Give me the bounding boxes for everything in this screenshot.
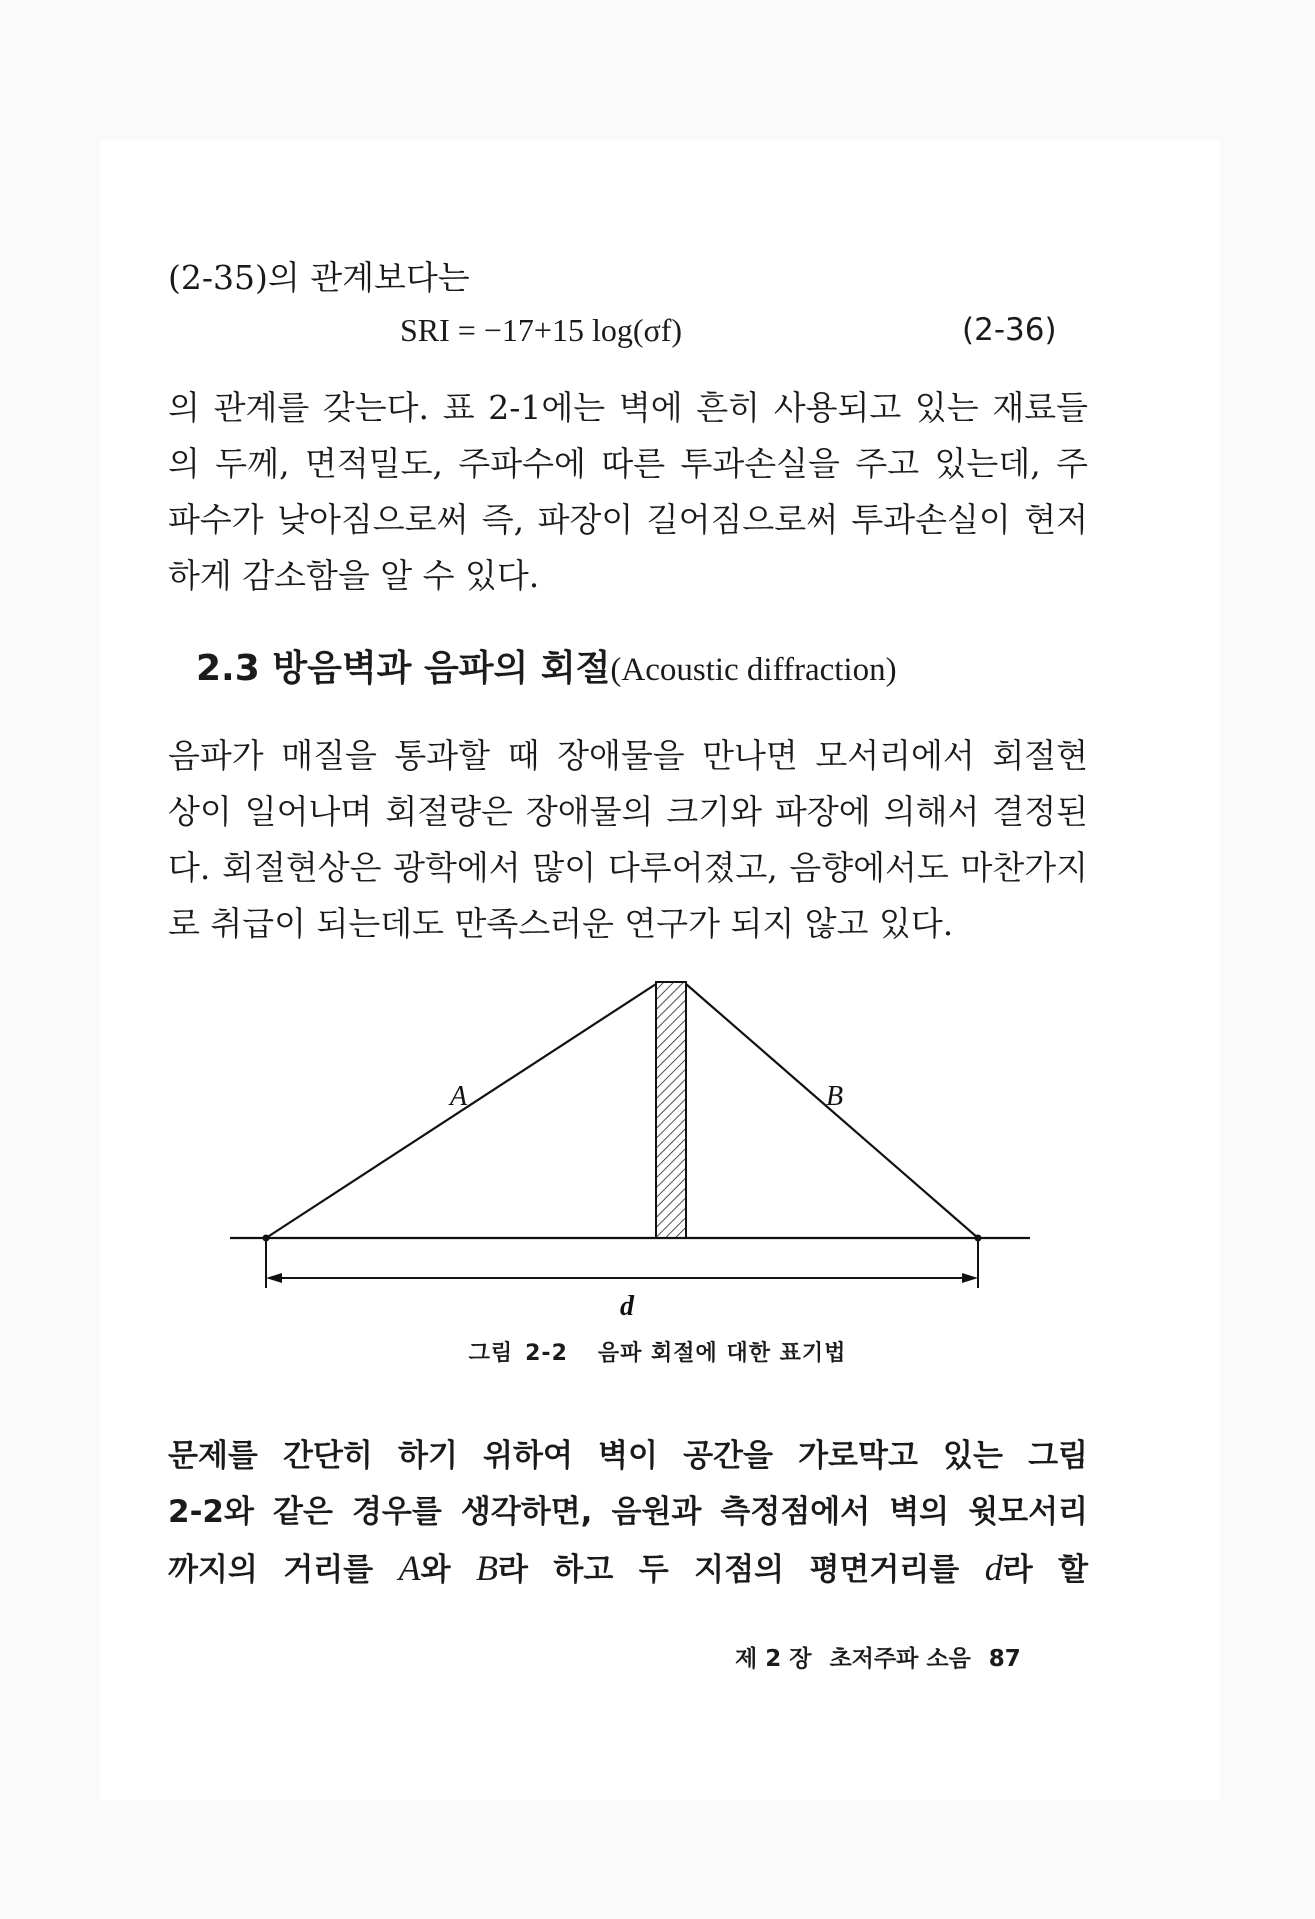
variable-b: B — [476, 1548, 499, 1588]
equation-number: (2-36) — [962, 312, 1057, 348]
figure-caption — [0, 1336, 1315, 1367]
paragraph-line: 2-2와 같은 경우를 생각하면, 음원과 측정점에서 벽의 윗모서리 — [168, 1494, 1088, 1530]
barrier-wall — [656, 982, 686, 1238]
page-number: 87 — [988, 1646, 1021, 1672]
label-b: B — [826, 1081, 844, 1112]
footer-title: 초저주파 소음 — [829, 1646, 971, 1672]
label-a: A — [450, 1081, 468, 1112]
paragraph-1 — [168, 380, 1088, 604]
paragraph-2 — [168, 728, 1088, 952]
paragraph-line: 의 관계를 갖는다. 표 2-1에는 벽에 흔히 사용되고 있는 재료들 — [168, 388, 1088, 427]
paragraph-line: 파수가 낮아짐으로써 즉, 파장이 길어짐으로써 투과손실이 현저 — [168, 500, 1088, 539]
diffraction-figure — [220, 970, 1040, 1320]
paragraph-line: 하게 감소함을 알 수 있다. — [168, 556, 540, 595]
intro-text: (2-35)의 관계보다는 — [168, 258, 470, 297]
paragraph-line: 다. 회절현상은 광학에서 많이 다루어졌고, 음향에서도 마찬가지 — [168, 848, 1088, 887]
paragraph-3 — [168, 1428, 1088, 1598]
equation-formula: SRI = −17+15 log(σf) — [400, 312, 683, 348]
section-title-ko: 방음벽과 음파의 회절 — [272, 648, 611, 689]
section-heading — [196, 640, 897, 691]
paragraph-line: 로 취급이 되는데도 만족스러운 연구가 되지 않고 있다. — [168, 904, 954, 943]
caption-text: 음파 회절에 대한 표기법 — [597, 1341, 847, 1366]
text-fragment: 라 할 — [1002, 1552, 1089, 1588]
paragraph-line: 의 두께, 면적밀도, 주파수에 따른 투과손실을 주고 있는데, 주 — [168, 444, 1088, 483]
section-title-en: (Acoustic diffraction) — [610, 652, 897, 688]
page-footer — [735, 1640, 1039, 1673]
section-number: 2.3 — [196, 648, 260, 689]
paragraph-line: 상이 일어나며 회절량은 장애물의 크기와 파장에 의해서 결정된 — [168, 792, 1088, 831]
arrow-right-icon — [962, 1273, 978, 1283]
footer-chapter: 제 2 장 — [735, 1646, 812, 1672]
paragraph-line: 음파가 매질을 통과할 때 장애물을 만나면 모서리에서 회절현 — [168, 736, 1088, 775]
text-fragment: 라 하고 두 지점의 평면거리를 — [498, 1552, 960, 1588]
variable-a: A — [398, 1548, 421, 1588]
label-d: d — [620, 1291, 634, 1320]
text-fragment: 와 — [420, 1552, 451, 1588]
paragraph-line: 문제를 간단히 하기 위하여 벽이 공간을 가로막고 있는 그림 — [168, 1438, 1088, 1474]
paragraph-line-mixed — [168, 1540, 1088, 1598]
caption-number: 2-2 — [525, 1341, 568, 1366]
text-fragment: 까지의 거리를 — [168, 1552, 374, 1588]
variable-d: d — [984, 1548, 1003, 1588]
intro-line — [168, 250, 1088, 306]
arrow-left-icon — [266, 1273, 282, 1283]
caption-prefix: 그림 — [468, 1341, 514, 1366]
